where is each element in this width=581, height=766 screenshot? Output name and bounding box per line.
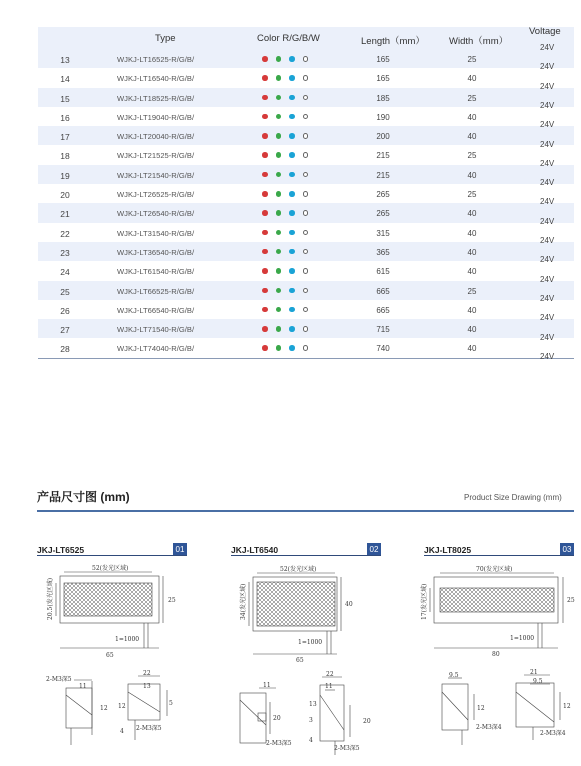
width-value: 40: [467, 170, 477, 180]
width-value: 25: [467, 93, 477, 103]
row-number: 18: [60, 151, 70, 162]
length-value: 265: [376, 190, 390, 200]
detail-b-dim: 13: [143, 683, 151, 690]
voltage-value: 24V: [540, 158, 555, 168]
row-number: 14: [60, 74, 70, 85]
row-number: 13: [60, 55, 70, 65]
detail-a-dim: 11: [79, 683, 87, 690]
width-value: 40: [467, 325, 477, 335]
drawing-number: 01: [173, 543, 187, 556]
drawing-label: JKJ-LT6540: [231, 545, 279, 555]
detail-b-dim: 3: [309, 717, 313, 724]
row-number: 15: [60, 93, 70, 104]
detail-a-dim: 9.5: [449, 672, 459, 679]
dim-bottom: 65: [296, 657, 304, 664]
drawing-2-detail-a: [240, 688, 276, 743]
model-type: WJKJ-LT19040-R/G/B/: [117, 112, 195, 122]
detail-b-dim: 22: [143, 670, 151, 677]
header-color: Color R/G/B/W: [257, 33, 320, 44]
width-value: 40: [467, 344, 477, 354]
dim-left: 34(发光区域): [240, 583, 247, 620]
model-type: WJKJ-LT21540-R/G/B/: [117, 170, 195, 180]
length-value: 165: [376, 55, 390, 64]
length-value: 215: [376, 151, 390, 161]
dim-right: 25: [168, 597, 176, 604]
width-value: 25: [467, 190, 477, 200]
header-length: Length（mm）: [361, 36, 425, 47]
length-value: 190: [376, 112, 390, 122]
voltage-value: 24V: [540, 351, 555, 361]
model-type: WJKJ-LT26540-R/G/B/: [117, 209, 195, 219]
voltage-value: 24V: [540, 197, 555, 207]
row-number: 28: [60, 344, 70, 355]
dim-right: 25: [567, 597, 575, 604]
drawing-number: 03: [560, 543, 574, 556]
model-type: WJKJ-LT26525-R/G/B/: [117, 190, 195, 200]
detail-a-note: 2-M3深4: [476, 724, 502, 731]
model-type: WJKJ-LT74040-R/G/B/: [117, 344, 195, 354]
header-voltage: Voltage: [529, 26, 561, 37]
length-value: 715: [376, 325, 390, 335]
voltage-value: 24V: [540, 62, 555, 72]
row-number: 24: [60, 267, 70, 278]
detail-a-dim: 11: [263, 682, 271, 689]
detail-b-dim: 22: [326, 671, 334, 678]
header-width: Width（mm）: [449, 36, 509, 47]
row-number: 25: [60, 286, 70, 297]
width-value: 40: [467, 209, 477, 219]
voltage-value: 24V: [540, 293, 555, 303]
model-type: WJKJ-LT31540-R/G/B/: [117, 228, 195, 238]
drawing-3-front: [430, 573, 563, 648]
detail-b-dim: 4: [309, 737, 313, 744]
width-value: 25: [467, 151, 477, 161]
row-number: 19: [60, 170, 70, 181]
row-number: 17: [60, 132, 70, 143]
drawing-3-detail-a: [442, 678, 474, 745]
voltage-value: 24V: [540, 43, 555, 52]
model-type: WJKJ-LT61540-R/G/B/: [117, 267, 195, 277]
drawing-2-front: [249, 573, 341, 654]
voltage-value: 24V: [540, 120, 555, 130]
detail-b-note: 2-M3深5: [136, 725, 162, 732]
cable-length: 1=1000: [298, 639, 323, 646]
row-number: 27: [60, 325, 70, 336]
dim-left: 17(发光区域): [421, 583, 428, 620]
width-value: 40: [467, 267, 477, 277]
drawing-number: 02: [367, 543, 381, 556]
voltage-value: 24V: [540, 274, 555, 284]
model-type: WJKJ-LT16525-R/G/B/: [117, 55, 195, 64]
section-subtitle: Product Size Drawing (mm): [464, 493, 562, 502]
cable-length: 1=1000: [510, 635, 535, 642]
width-value: 40: [467, 112, 477, 122]
width-value: 25: [467, 55, 477, 64]
detail-a-dim: 12: [100, 705, 108, 712]
cable-length: 1=1000: [115, 636, 140, 643]
length-value: 740: [376, 344, 390, 354]
voltage-value: 24V: [540, 178, 555, 188]
voltage-value: 24V: [540, 255, 555, 265]
model-type: WJKJ-LT66540-R/G/B/: [117, 305, 195, 315]
length-value: 185: [376, 93, 390, 103]
detail-a-note: 2-M3深5: [46, 676, 72, 683]
detail-a-dim: 20: [273, 715, 281, 722]
row-number: 26: [60, 305, 70, 316]
length-value: 165: [376, 74, 390, 84]
model-type: WJKJ-LT36540-R/G/B/: [117, 247, 195, 257]
length-value: 365: [376, 247, 390, 257]
model-type: WJKJ-LT21525-R/G/B/: [117, 151, 195, 161]
dim-left: 20.5(发光区域): [47, 577, 54, 620]
voltage-value: 24V: [540, 81, 555, 91]
drawing-label: JKJ-LT6525: [37, 545, 85, 555]
length-value: 215: [376, 170, 390, 180]
dim-top: 70(发光区域): [476, 566, 513, 573]
detail-b-dim: 12: [118, 703, 126, 710]
voltage-value: 24V: [540, 332, 555, 342]
detail-b-note: 2-M3深5: [334, 745, 360, 752]
detail-b-dim: 9.5: [533, 678, 543, 685]
length-value: 200: [376, 132, 390, 142]
section-title: 产品尺寸图 (mm): [37, 490, 130, 504]
detail-b-note: 2-M3深4: [540, 730, 566, 737]
detail-b-dim: 11: [325, 683, 333, 690]
voltage-value: 24V: [540, 216, 555, 226]
model-type: WJKJ-LT20040-R/G/B/: [117, 132, 195, 142]
dim-bottom: 65: [106, 652, 114, 659]
length-value: 665: [376, 286, 390, 296]
row-number: 16: [60, 112, 70, 123]
detail-a-dim: 12: [477, 705, 485, 712]
model-type: WJKJ-LT66525-R/G/B/: [117, 286, 195, 296]
width-value: 40: [467, 228, 477, 238]
voltage-value: 24V: [540, 313, 555, 323]
dim-bottom: 80: [492, 651, 500, 658]
detail-b-dim: 13: [309, 701, 317, 708]
detail-b-dim: 12: [563, 703, 571, 710]
row-number: 20: [60, 190, 70, 201]
width-value: 40: [467, 74, 477, 84]
row-number: 21: [60, 209, 70, 220]
width-value: 40: [467, 305, 477, 315]
drawing-1-front: [56, 572, 163, 648]
dim-top: 52(发光区域): [92, 565, 129, 572]
drawing-label: JKJ-LT8025: [424, 545, 472, 555]
detail-b-dim: 5: [169, 700, 173, 707]
detail-b-dim: 4: [120, 728, 124, 735]
width-value: 25: [467, 286, 477, 296]
width-value: 40: [467, 247, 477, 257]
model-type: WJKJ-LT71540-R/G/B/: [117, 325, 195, 335]
voltage-value: 24V: [540, 100, 555, 110]
detail-b-dim: 20: [363, 718, 371, 725]
row-number: 23: [60, 247, 70, 258]
length-value: 615: [376, 267, 390, 277]
width-value: 40: [467, 132, 477, 142]
dim-right: 40: [345, 601, 353, 608]
voltage-value: 24V: [540, 236, 555, 245]
header-type: Type: [155, 33, 176, 44]
detail-a-note: 2-M3深5: [266, 740, 292, 747]
voltage-value: 24V: [540, 139, 555, 149]
length-value: 265: [376, 209, 390, 219]
row-number: 22: [60, 228, 70, 239]
length-value: 315: [376, 228, 390, 238]
length-value: 665: [376, 305, 390, 315]
model-type: WJKJ-LT18525-R/G/B/: [117, 93, 195, 103]
detail-b-dim: 21: [530, 669, 538, 676]
model-type: WJKJ-LT16540-R/G/B/: [117, 74, 195, 84]
dim-top: 52(发光区域): [280, 566, 317, 573]
